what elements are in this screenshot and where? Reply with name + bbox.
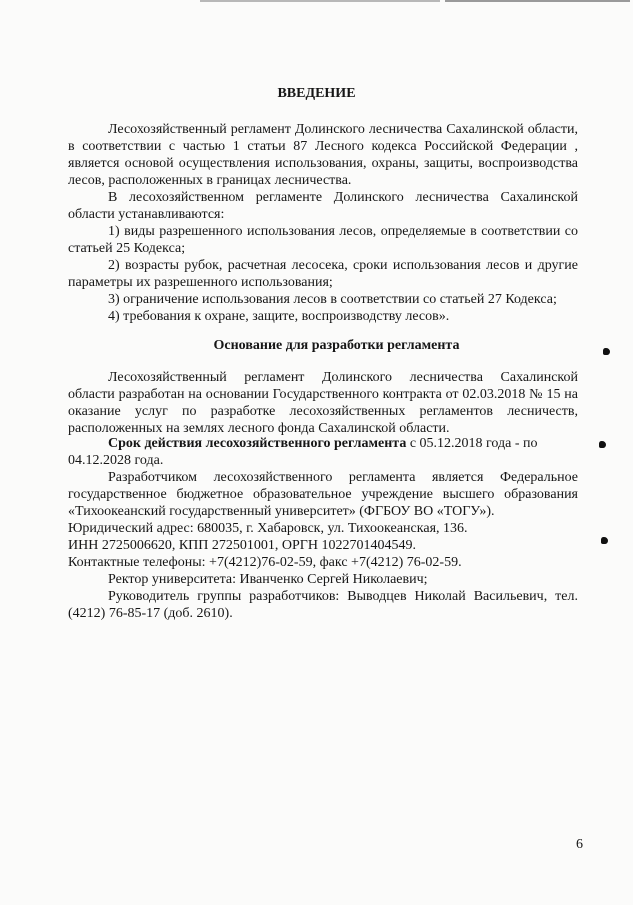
list-item: 2) возрасты рубок, расчетная лесосека, сроки использования лесов и другие — [108, 258, 578, 273]
registration-ids: ИНН 2725006620, КПП 272501001, ОРГН 1022701404549. — [68, 538, 416, 553]
term-line: 04.12.2028 года. — [68, 453, 164, 468]
team-lead-line: (4212) 76-85-17 (доб. 2610). — [68, 606, 233, 621]
list-item: статьей 25 Кодекса; — [68, 241, 186, 256]
developer-line: государственное бюджетное образовательное учреждение высшего образования — [68, 487, 578, 502]
developer-line: Разработчиком лесохозяйственного регламента является Федеральное — [108, 470, 578, 485]
intro-line: в соответствии с частью 1 статьи 87 Лесного кодекса Российской Федерации , — [68, 139, 578, 154]
list-item: 1) виды разрешенного использования лесов, определяемые в соответствии со — [108, 224, 578, 239]
team-lead-line: Руководитель группы разработчиков: Выводцев Николай Васильевич, тел. — [108, 589, 578, 604]
developer-line: «Тихоокеанский государственный университет» (ФГБОУ ВО «ТОГУ»). — [68, 504, 495, 519]
term-line — [108, 436, 538, 452]
basis-line: расположенных на землях лесного фонда Сахалинской области. — [68, 421, 450, 436]
list-item: 4) требования к охране, защите, воспроизводству лесов». — [108, 309, 450, 324]
intro-line: Лесохозяйственный регламент Долинского лесничества Сахалинской области, — [108, 122, 578, 137]
contact-phones: Контактные телефоны: +7(4212)76-02-59, факс +7(4212) 76-02-59. — [68, 555, 462, 570]
intro-line: лесов, расположенных в границах лесничества. — [68, 173, 352, 188]
intro-line: В лесохозяйственном регламенте Долинского лесничества Сахалинской — [108, 190, 578, 205]
rector-line: Ректор университета: Иванченко Сергей Николаевич; — [108, 572, 428, 587]
section-heading-basis: Основание для разработки регламента — [213, 338, 460, 353]
basis-line: оказание услуг по разработке лесохозяйственных регламентов лесничеств, — [68, 404, 578, 419]
list-item: параметры их разрешенного использования; — [68, 275, 333, 290]
intro-line: является основой осуществления использования, охраны, защиты, воспроизводства — [68, 156, 578, 171]
scan-edge-line — [200, 0, 440, 2]
list-item: 3) ограничение использования лесов в соответствии со статьей 27 Кодекса; — [108, 292, 557, 307]
intro-line: области устанавливаются: — [68, 207, 225, 222]
punch-mark — [601, 537, 608, 544]
section-heading-introduction: ВВЕДЕНИЕ — [277, 86, 356, 101]
term-label: Срок действия лесохозяйственного регламента — [108, 436, 407, 451]
basis-line: Лесохозяйственный регламент Долинского лесничества Сахалинской — [108, 370, 578, 385]
punch-mark — [599, 441, 606, 448]
punch-mark — [603, 348, 610, 355]
term-dates: с 05.12.2018 года - по — [409, 436, 538, 451]
basis-line: области разработан на основании Государственного контракта от 02.03.2018 № 15 на — [68, 387, 578, 402]
legal-address: Юридический адрес: 680035, г. Хабаровск, ул. Тихоокеанская, 136. — [68, 521, 468, 536]
page-number: 6 — [576, 837, 583, 852]
scan-edge-line — [445, 0, 630, 2]
